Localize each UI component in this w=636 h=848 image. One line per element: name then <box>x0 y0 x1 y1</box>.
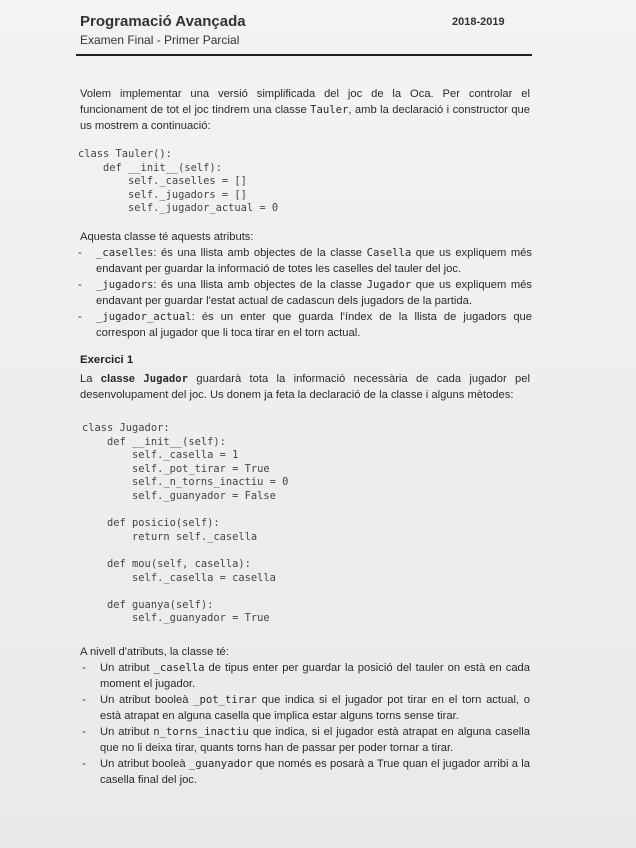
bullet-dash: - <box>78 311 82 323</box>
attr-text-b: de tipus enter per guardar la posició del tauler on està en cada moment el jugador. <box>100 662 530 690</box>
attr-text-a: Un atribut booleà <box>100 694 194 706</box>
ex1-text-a: La <box>80 373 101 385</box>
bullet-dash: - <box>82 662 86 674</box>
attr-code: _caselles <box>96 247 154 259</box>
header-divider <box>76 54 532 56</box>
attr-text-a: Un atribut booleà <box>100 758 189 770</box>
bullet-dash: - <box>78 247 82 259</box>
jugador-attr-casella <box>82 660 530 692</box>
attr-code: n_torns_inactiu <box>153 726 249 738</box>
ex1-bold-classe: classe <box>100 373 144 385</box>
attr-text-a: : és una llista amb objectes de la classe <box>153 247 367 259</box>
tauler-attr-jugador-actual <box>78 309 532 341</box>
code-block-jugador: class Jugador: def __init__(self): self._casella = 1 self._pot_tirar = True self._n_torns_inactiu = 0 self._guanyador = False def posicio(self): return self._casella def mou(self, casella): self._casella = casella def guanya(self): self._guanyador = True <box>82 422 289 625</box>
intro-text-a: Volem implementar una versió simplificada del joc de la Oca. Per controlar el funcionament de tot el joc tindrem una classe <box>80 88 530 116</box>
jugador-attrs-intro: A nivell d'atributs, la classe té: <box>80 646 229 658</box>
attr-text-b: que només es posarà a True quan el jugador arribi a la casella final del joc. <box>100 758 530 786</box>
jugador-attr-guanyador <box>82 756 530 788</box>
attr-code-2: Jugador <box>366 279 412 291</box>
attr-code: _pot_tirar <box>193 694 257 706</box>
intro-paragraph <box>80 86 530 134</box>
attr-text-b: que indica si el jugador pot tirar en el torn actual, o està atrapat en alguna casella que implica estar alguns torns sense tirar. <box>100 694 530 722</box>
bullet-dash: - <box>78 279 82 291</box>
attr-text-a: : és una llista amb objectes de la classe <box>153 279 367 291</box>
tauler-attr-jugadors <box>78 277 532 309</box>
attr-text-a: : és un enter que guarda l'índex de la llista de jugadors que correspon al jugador que li toca tirar en el torn actual. <box>96 311 532 339</box>
academic-year: 2018-2019 <box>452 16 505 28</box>
attr-code: _guanyador <box>188 758 253 770</box>
attr-code: _casella <box>153 662 205 674</box>
jugador-attr-pot-tirar <box>82 692 530 724</box>
exam-subtitle: Examen Final - Primer Parcial <box>80 33 240 47</box>
intro-code-tauler: Tauler <box>310 104 349 116</box>
attr-code: _jugador_actual <box>96 311 192 323</box>
tauler-attrs-intro: Aquesta classe té aquests atributs: <box>80 231 254 243</box>
tauler-attr-caselles <box>78 245 532 277</box>
code-block-tauler: class Tauler(): def __init__(self): self._caselles = [] self._jugadors = [] self._jugador_actual = 0 <box>78 148 279 214</box>
attr-text-b: que us expliquem més endavant per guardar la informació de totes les caselles del tauler del joc. <box>96 247 532 275</box>
exercise-1-paragraph <box>80 371 530 403</box>
attr-text-a: Un atribut <box>100 726 154 738</box>
exercise-1-heading: Exercici 1 <box>80 354 134 366</box>
bullet-dash: - <box>82 694 86 706</box>
attr-text-b: que indica, si el jugador està atrapat en alguna casella que no li deixa tirar, quants torns han de passar per poder tornar a tirar. <box>100 726 530 754</box>
ex1-text-b: guardarà tota la informació necessària de cada jugador pel desenvolupament del joc. Us donem ja feta la declaració de la classe i alguns mètodes: <box>80 373 530 401</box>
jugador-attr-n-torns-inactiu <box>82 724 530 756</box>
intro-text-b: , amb la declaració i constructor que us mostrem a continuació: <box>80 104 530 132</box>
ex1-code-jugador: Jugador <box>143 373 189 385</box>
bullet-dash: - <box>82 726 86 738</box>
attr-text-a: Un atribut <box>100 662 154 674</box>
course-title: Programació Avançada <box>80 13 246 30</box>
bullet-dash: - <box>82 758 86 770</box>
attr-text-b: que us expliquem més endavant per guardar l'estat actual de cadascun dels jugadors de la partida. <box>96 279 532 307</box>
attr-code-2: Casella <box>366 247 412 259</box>
attr-code: _jugadors <box>96 279 154 291</box>
